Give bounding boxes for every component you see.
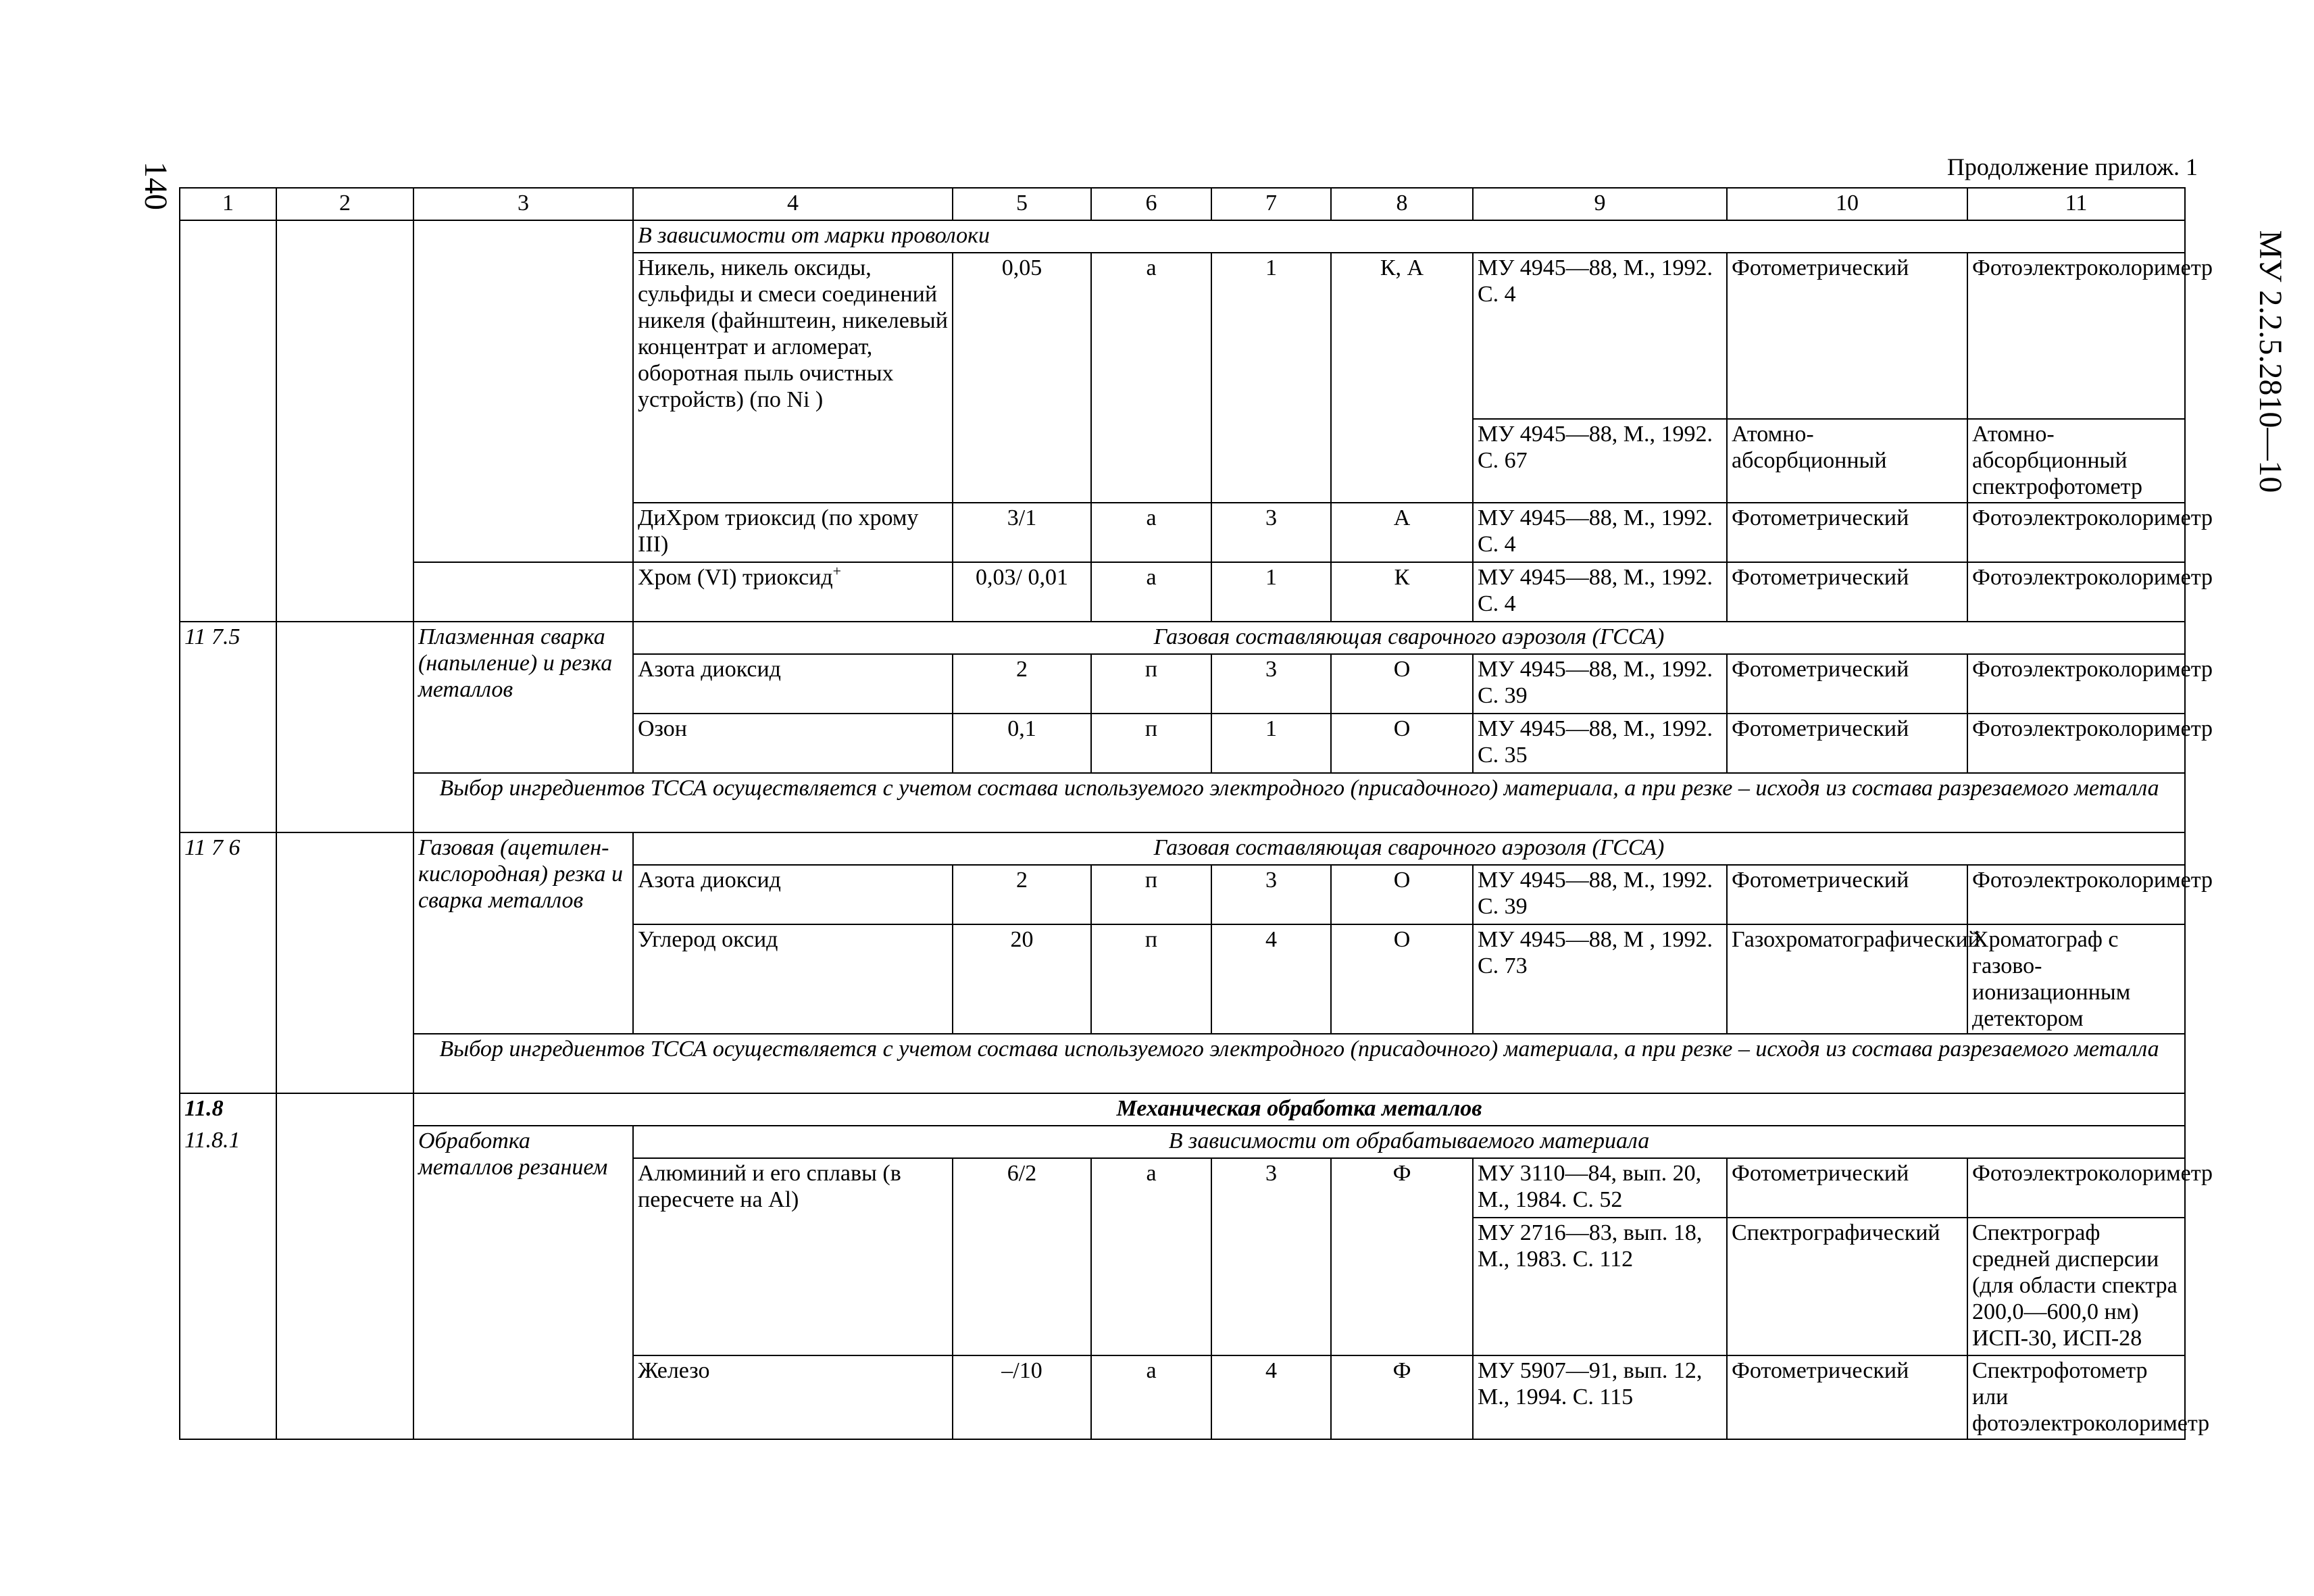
- device-cell: Фотоэлектроколориметр: [1967, 253, 2185, 419]
- device-cell: Фотоэлектроколориметр: [1967, 503, 2185, 562]
- document-code: МУ 2.2.5.2810—10: [2253, 230, 2288, 493]
- column-header: 9: [1473, 188, 1727, 220]
- table-row: [180, 773, 2185, 832]
- value-cell: 2: [953, 865, 1091, 924]
- hazard-class-cell: 3: [1211, 865, 1331, 924]
- state-cell: п: [1091, 714, 1211, 773]
- state-cell: а: [1091, 503, 1211, 562]
- feature-cell: А: [1331, 503, 1473, 562]
- column-header: 6: [1091, 188, 1211, 220]
- method-cell: Спектрографический: [1727, 1218, 1967, 1355]
- hazard-class-cell: 1: [1211, 714, 1331, 773]
- method-doc-cell: МУ 4945—88, М., 1992. С. 39: [1473, 654, 1727, 714]
- method-cell: Фотометрический: [1727, 562, 1967, 622]
- state-cell: п: [1091, 654, 1211, 714]
- method-doc-cell: МУ 4945—88, М., 1992. С. 39: [1473, 865, 1727, 924]
- method-cell: Фотометрический: [1727, 1158, 1967, 1218]
- hazard-class-cell: 1: [1211, 562, 1331, 622]
- substance-name: Углерод оксид: [633, 924, 953, 1034]
- feature-cell: О: [1331, 924, 1473, 1034]
- value-cell: 6/2: [953, 1158, 1091, 1355]
- substances-table: [179, 187, 2213, 1440]
- superscript-mark: +: [832, 562, 842, 580]
- table-row: [180, 1034, 2185, 1093]
- substance-name: [633, 562, 953, 622]
- method-doc-cell: МУ 4945—88, М , 1992. С. 73: [1473, 924, 1727, 1034]
- method-cell: Фотометрический: [1727, 865, 1967, 924]
- device-cell: Фотоэлектроколориметр: [1967, 562, 2185, 622]
- table-cell: [276, 1093, 413, 1126]
- substance-name: Алюминий и его сплавы (в пересчете на Al): [633, 1158, 953, 1355]
- method-doc-cell: МУ 4945—88, М., 1992. С. 4: [1473, 503, 1727, 562]
- hazard-class-cell: 3: [1211, 1158, 1331, 1355]
- table-cell: [276, 220, 413, 622]
- method-cell: Атомно-абсорбционный: [1727, 419, 1967, 503]
- value-cell: –/10: [953, 1355, 1091, 1439]
- process-name-cell: Плазменная сварка (напыление) и резка металлов: [413, 622, 633, 773]
- method-doc-cell: МУ 5907—91, вып. 12, М., 1994. С. 115: [1473, 1355, 1727, 1439]
- column-header: 8: [1331, 188, 1473, 220]
- method-doc-cell: МУ 4945—88, М., 1992. С. 35: [1473, 714, 1727, 773]
- page-number: 140: [138, 161, 174, 210]
- column-header: 10: [1727, 188, 1967, 220]
- state-cell: п: [1091, 924, 1211, 1034]
- column-header: 2: [276, 188, 413, 220]
- section-code-cell: 11 7 6: [180, 832, 276, 1093]
- value-cell: 20: [953, 924, 1091, 1034]
- table-cell: [276, 1126, 413, 1439]
- substance-name: Азота диоксид: [633, 654, 953, 714]
- continuation-label: Продолжение прилож. 1: [1946, 153, 2198, 180]
- feature-cell: О: [1331, 654, 1473, 714]
- group-heading: Газовая составляющая сварочного аэрозоля (ГССА): [633, 622, 2185, 654]
- feature-cell: Ф: [1331, 1355, 1473, 1439]
- state-cell: а: [1091, 1158, 1211, 1355]
- table-cell: [276, 832, 413, 1093]
- hazard-class-cell: 4: [1211, 1355, 1331, 1439]
- device-cell: Спектрофотометр или фотоэлектроколориметр: [1967, 1355, 2185, 1439]
- substance-name: Железо: [633, 1355, 953, 1439]
- substance-name: ДиХром триоксид (по хрому III): [633, 503, 953, 562]
- value-cell: 0,1: [953, 714, 1091, 773]
- value-cell: 2: [953, 654, 1091, 714]
- state-cell: а: [1091, 1355, 1211, 1439]
- group-heading: В зависимости от марки проволоки: [633, 220, 2185, 253]
- method-doc-cell: МУ 3110—84, вып. 20, М., 1984. С. 52: [1473, 1158, 1727, 1218]
- value-cell: 3/1: [953, 503, 1091, 562]
- state-cell: п: [1091, 865, 1211, 924]
- method-doc-cell: МУ 4945—88, М., 1992. С. 4: [1473, 253, 1727, 419]
- table-row: [180, 832, 2185, 865]
- substance-name: Озон: [633, 714, 953, 773]
- method-cell: Газохроматографический: [1727, 924, 1967, 1034]
- method-doc-cell: МУ 2716—83, вып. 18, М., 1983. С. 112: [1473, 1218, 1727, 1355]
- feature-cell: К: [1331, 562, 1473, 622]
- hazard-class-cell: 4: [1211, 924, 1331, 1034]
- device-cell: Фотоэлектроколориметр: [1967, 654, 2185, 714]
- device-cell: Спектрограф средней дисперсии (для области спектра 200,0—600,0 нм) ИСП-30, ИСП-28: [1967, 1218, 2185, 1355]
- device-cell: Фотоэлектроколориметр: [1967, 865, 2185, 924]
- section-code-cell: 11.8: [180, 1093, 276, 1126]
- table-row: [180, 1126, 2185, 1158]
- hazard-class-cell: 3: [1211, 503, 1331, 562]
- hazard-class-cell: 1: [1211, 253, 1331, 503]
- feature-cell: О: [1331, 865, 1473, 924]
- column-header-row: [180, 188, 2185, 220]
- method-doc-cell: МУ 4945—88, М., 1992. С. 67: [1473, 419, 1727, 503]
- method-cell: Фотометрический: [1727, 503, 1967, 562]
- column-header: 4: [633, 188, 953, 220]
- group-heading: Газовая составляющая сварочного аэрозоля (ГССА): [633, 832, 2185, 865]
- table-row: [180, 220, 2185, 253]
- hazard-class-cell: 3: [1211, 654, 1331, 714]
- feature-cell: Ф: [1331, 1158, 1473, 1355]
- method-cell: Фотометрический: [1727, 1355, 1967, 1439]
- state-cell: а: [1091, 253, 1211, 503]
- section-code-cell: [180, 220, 276, 622]
- device-cell: Хроматограф с газово-ионизационным детектором: [1967, 924, 2185, 1034]
- device-cell: Атомно-абсорбционный спектрофотометр: [1967, 419, 2185, 503]
- group-heading: В зависимости от обрабатываемого материала: [633, 1126, 2185, 1158]
- substance-text: Хром (VI) триоксид: [638, 565, 833, 590]
- table-row: [180, 1093, 2185, 1126]
- feature-cell: О: [1331, 714, 1473, 773]
- method-cell: Фотометрический: [1727, 253, 1967, 419]
- column-header: 3: [413, 188, 633, 220]
- state-cell: а: [1091, 562, 1211, 622]
- process-name-cell: Обработка металлов резанием: [413, 1126, 633, 1439]
- method-cell: Фотометрический: [1727, 714, 1967, 773]
- process-name-cell: Газовая (ацетилен-кислородная) резка и сварка металлов: [413, 832, 633, 1034]
- section-heading: Механическая обработка металлов: [413, 1093, 2185, 1126]
- method-doc-cell: МУ 4945—88, М., 1992. С. 4: [1473, 562, 1727, 622]
- table-cell: [413, 562, 633, 622]
- column-header: 7: [1211, 188, 1331, 220]
- table-cell: [413, 220, 633, 562]
- method-cell: Фотометрический: [1727, 654, 1967, 714]
- table-cell: [276, 622, 413, 832]
- column-header: 11: [1967, 188, 2185, 220]
- value-cell: 0,05: [953, 253, 1091, 503]
- device-cell: Фотоэлектроколориметр: [1967, 1158, 2185, 1218]
- column-header: 1: [180, 188, 276, 220]
- note-cell: Выбор ингредиентов ТССА осуществляется с учетом состава используемого электродного (присадочного) материала, а при резке – исходя из состава разрезаемого металла: [413, 1034, 2185, 1093]
- feature-cell: К, А: [1331, 253, 1473, 503]
- subsection-code-cell: 11.8.1: [180, 1126, 276, 1439]
- note-cell: Выбор ингредиентов ТССА осуществляется с учетом состава используемого электродного (присадочного) материала, а при резке – исходя из состава разрезаемого металла: [413, 773, 2185, 832]
- section-code-cell: 11 7.5: [180, 622, 276, 832]
- device-cell: Фотоэлектроколориметр: [1967, 714, 2185, 773]
- table-row: [180, 562, 2185, 622]
- table-row: [180, 622, 2185, 654]
- value-cell: 0,03/ 0,01: [953, 562, 1091, 622]
- column-header: 5: [953, 188, 1091, 220]
- substance-name: Азота диоксид: [633, 865, 953, 924]
- substance-name: Никель, никель оксиды, сульфиды и смеси соединений никеля (файнштеин, никелевый концентрат и агломерат, оборотная пыль очистных устройств) (по Ni ): [633, 253, 953, 503]
